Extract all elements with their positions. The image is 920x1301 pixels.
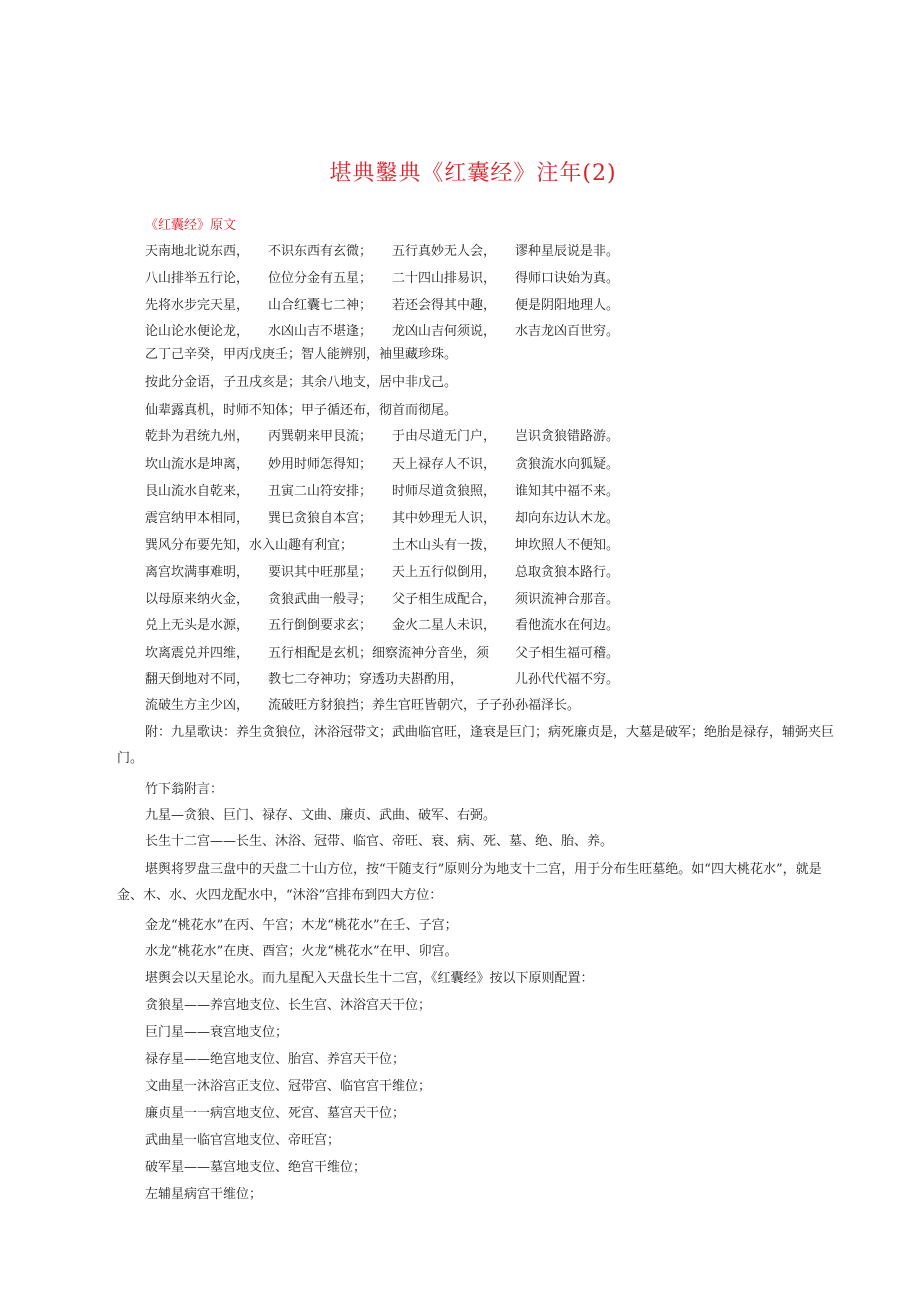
verse-phrase: 山合红囊七二神； <box>268 298 373 313</box>
verse-phrase: 五行倒倒要求玄； <box>268 618 373 633</box>
verse-phrase: 岂识贪狼错路游。 <box>515 429 620 444</box>
commentary-paragraph: 巨门星——衰宫地支位； <box>145 1025 289 1040</box>
commentary-paragraph: 金龙“桃花水”在丙、午宫；木龙“桃花水”在壬、子宫； <box>145 918 458 933</box>
verse-phrase: 贪狼流水向狐疑。 <box>515 457 620 472</box>
verse-phrase: 位位分金有五星； <box>268 271 373 286</box>
verse-phrase: 坎离震兑并四维， <box>145 646 250 661</box>
verse-phrase: 水吉龙凶百世穷。 <box>515 324 620 339</box>
verse-phrase: 流破生方主少凶， <box>145 698 250 713</box>
commentary-paragraph: 附：九星歌诀：养生贪狼位，沐浴冠带文；武曲临官旺，逢衰是巨门；病死廉贞是，大墓是破军；绝胎是禄存，辅弼夹巨门。 <box>117 725 835 766</box>
commentary-paragraph: 文曲星一沐浴宫正支位、冠带宫、临官宫干维位； <box>145 1079 432 1094</box>
verse-phrase: 妙用时师怎得知； <box>268 457 373 472</box>
verse-phrase: 巽巳贪狼自本宫； <box>268 511 373 526</box>
verse-phrase: 父子相生福可稽。 <box>515 646 620 661</box>
commentary-paragraph: 贪狼星——养宫地支位、长生宫、沐浴宫天干位； <box>145 998 432 1013</box>
verse-phrase: 金火二星人未识， <box>392 618 497 633</box>
commentary-paragraph: 长生十二宫——长生、沐浴、冠带、临官、帝旺、衰、病、死、墓、绝、胎、养。 <box>145 834 614 849</box>
verse-phrase: 二十四山排易识， <box>392 271 497 286</box>
commentary-paragraph: 堪舆会以天星论水。而九星配入天盘长生十二宫，《红囊经》按以下原则配置： <box>145 971 594 986</box>
verse-phrase: 巽风分布要先知，水入山趣有利宜； <box>145 538 354 553</box>
verse-phrase: 论山论水便论龙， <box>145 324 250 339</box>
verse-phrase: 须识流神合那音。 <box>515 592 620 607</box>
verse-phrase: 以母原来纳火金， <box>145 592 250 607</box>
commentary-paragraph: 廉贞星一一病宫地支位、死宫、墓宫天干位； <box>145 1106 406 1121</box>
verse-phrase: 按此分金语，子丑戌亥是；其余八地支，居中非戊己。 <box>145 375 458 390</box>
verse-phrase: 天上禄存人不识， <box>392 457 497 472</box>
verse-phrase: 时师尽道贪狼照， <box>392 484 497 499</box>
verse-phrase: 五行相配是玄机；细察流神分音坐，须 <box>268 646 490 661</box>
verse-phrase: 天南地北说东西， <box>145 244 250 259</box>
commentary-paragraph: 水龙“桃花水”在庚、酉宫；火龙“桃花水”在甲、卯宫。 <box>145 944 458 959</box>
verse-phrase: 乾卦为君统九州， <box>145 429 250 444</box>
commentary-paragraph: 堪舆将罗盘三盘中的天盘二十山方位，按“干随支行”原则分为地支十二宫，用于分布生旺墓绝。如“四大桃花水”，就是金、木、水、火四龙配水中，“沐浴”宫排布到四大方位： <box>117 862 822 903</box>
verse-phrase: 震宫纳甲本相同， <box>145 511 250 526</box>
verse-phrase: 看他流水在何边。 <box>515 618 620 633</box>
verse-phrase: 仙辈露真机，时师不知体；甲子循还布，彻首而彻尾。 <box>145 403 458 418</box>
verse-phrase: 艮山流水自乾来， <box>145 484 250 499</box>
verse-phrase: 先将水步完天星， <box>145 298 250 313</box>
verse-phrase: 儿孙代代福不穷。 <box>515 672 620 687</box>
verse-phrase: 谬种星辰说是非。 <box>515 244 620 259</box>
verse-phrase: 离宫坎满事难明， <box>145 565 250 580</box>
verse-phrase: 丙巽朝来甲艮流； <box>268 429 373 444</box>
commentary-paragraph: 禄存星——绝宫地支位、胎宫、养宫天干位； <box>145 1052 406 1067</box>
page-title: 堪典鑿典《红囊经》注年(2) <box>329 161 617 186</box>
verse-phrase: 不识东西有玄微； <box>268 244 373 259</box>
verse-phrase: 翻天倒地对不同， <box>145 672 250 687</box>
verse-phrase: 要识其中旺那星； <box>268 565 373 580</box>
verse-phrase: 八山排举五行论， <box>145 271 250 286</box>
verse-phrase: 坤坎照人不便知。 <box>515 538 620 553</box>
verse-phrase: 贪狼武曲一般寻； <box>268 592 373 607</box>
verse-phrase: 流破旺方豺狼挡；养生官旺皆朝穴，子子孙孙福泽长。 <box>268 698 581 713</box>
verse-phrase: 兑上无头是水源， <box>145 618 250 633</box>
section-label: 《红囊经》原文 <box>145 218 237 233</box>
verse-phrase: 丑寅二山符安排； <box>268 484 373 499</box>
verse-phrase: 却向东边认木龙。 <box>515 511 620 526</box>
verse-phrase: 得师口诀始为真。 <box>515 271 620 286</box>
verse-phrase: 便是阴阳地理人。 <box>515 298 620 313</box>
verse-phrase: 谁知其中福不来。 <box>515 484 620 499</box>
verse-phrase: 龙凶山吉何须说， <box>392 324 497 339</box>
commentary-paragraph: 九星—贪狼、巨门、禄存、文曲、廉贞、武曲、破军、右弼。 <box>145 808 497 823</box>
verse-phrase: 教七二夺神功；穿透功夫斟酌用， <box>268 672 464 687</box>
verse-phrase: 总取贪狼本路行。 <box>515 565 620 580</box>
commentary-paragraph: 左辅星病宫干维位； <box>145 1187 263 1202</box>
verse-phrase: 坎山流水是坤离， <box>145 457 250 472</box>
commentary-paragraph: 破军星——墓宫地支位、绝宫干维位； <box>145 1160 367 1175</box>
verse-phrase: 天上五行似倒用， <box>392 565 497 580</box>
verse-phrase: 父子相生成配合， <box>392 592 497 607</box>
verse-phrase: 乙丁己辛癸，甲丙戊庚壬；智人能辨别，袖里藏珍珠。 <box>145 347 458 362</box>
commentary-paragraph: 武曲星一临官宫地支位、帝旺宫； <box>145 1133 341 1148</box>
verse-phrase: 若还会得其中趣， <box>392 298 497 313</box>
verse-phrase: 土木山头有一拨， <box>392 538 497 553</box>
verse-phrase: 于由尽道无门户， <box>392 429 497 444</box>
verse-phrase: 五行真妙无人会， <box>392 244 497 259</box>
verse-phrase: 其中妙理无人识， <box>392 511 497 526</box>
verse-phrase: 水凶山吉不堪逢； <box>268 324 373 339</box>
commentary-paragraph: 竹下翁附言： <box>145 782 224 797</box>
